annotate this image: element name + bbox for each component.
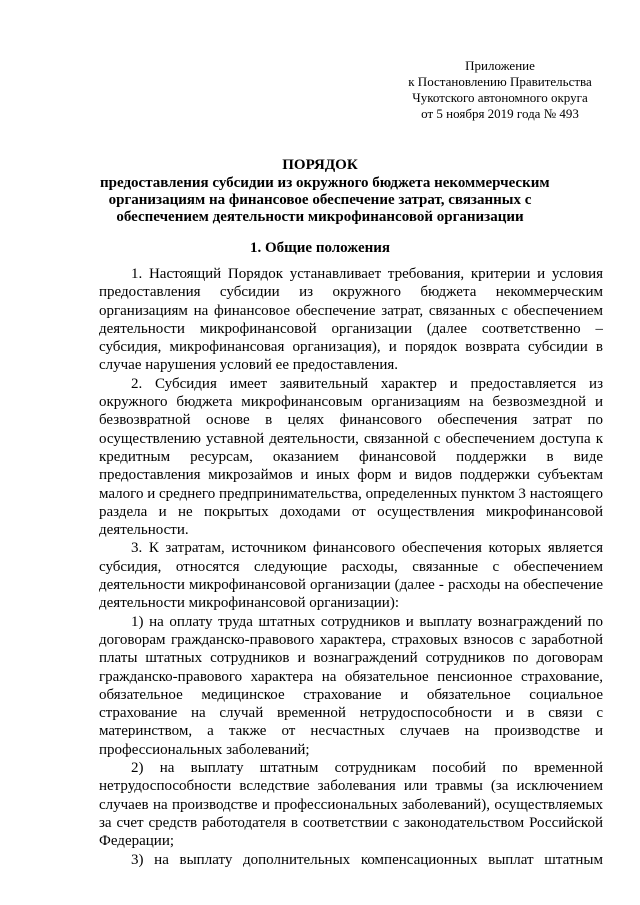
paragraph-line: 1) на оплату труда штатных сотрудников и выплату вознаграждений по	[131, 613, 603, 630]
subtitle-line: обеспечением деятельности микрофинансовой организации	[116, 209, 524, 225]
paragraph-line: 2) на выплату штатным сотрудникам пособий по временной	[131, 760, 603, 777]
subtitle-line: организациям на финансовое обеспечение затрат, связанных с	[108, 192, 532, 208]
paragraph-line: нетрудоспособности вследствие заболевания или травмы (за исключением	[99, 778, 603, 795]
paragraph-line: деятельности.	[99, 522, 189, 539]
paragraph-line: 3. К затратам, источником финансового обеспечения которых является	[131, 540, 603, 557]
paragraph	[99, 851, 603, 869]
subtitle-line: предоставления субсидии из окружного бюджета некоммерческим	[100, 175, 550, 191]
paragraph-line: субсидия, микрофинансовая организация), и порядок возврата субсидии в	[99, 339, 603, 356]
paragraph-line: деятельности микрофинансовой организации):	[99, 595, 399, 612]
paragraph-line: 1. Настоящий Порядок устанавливает требования, критерии и условия	[131, 266, 603, 282]
paragraph-line: деятельности микрофинансовой организации (далее соответственно –	[99, 320, 603, 337]
paragraph-line: организациям на финансовое обеспечение затрат, связанных с обеспечением	[99, 302, 603, 319]
paragraph-line: случае нарушения условий ее предоставления.	[99, 357, 399, 374]
paragraph	[99, 539, 603, 612]
appendix-line: Чукотского автономного округа	[412, 90, 588, 105]
appendix-line: Приложение	[465, 58, 535, 73]
paragraph-line: обязательное медицинское страхование и обязательное социальное	[99, 686, 603, 703]
paragraph-line: окружного бюджета микрофинансовым организациям на безвозмездной и	[99, 394, 603, 411]
paragraph-line: за счет средств работодателя в соответствии с законодательством Российской	[99, 814, 603, 831]
paragraph-line: деятельности микрофинансовой организации (далее - расходы на обеспечение	[99, 577, 603, 594]
paragraph-line: предоставления микрозаймов и иных форм и видов поддержки субъектам	[99, 467, 603, 484]
document-subtitle	[100, 175, 550, 226]
paragraph-line: малого и среднего предпринимательства, определенных пунктом 3 настоящего	[99, 485, 603, 502]
appendix-line: к Постановлению Правительства	[408, 74, 592, 89]
paragraph	[99, 759, 603, 850]
document-body	[99, 265, 603, 869]
paragraph-line: страхование на случай временной нетрудоспособности и в связи с	[99, 705, 603, 722]
paragraph-line: договорам гражданско-правового характера, страховых взносов с заработной	[99, 631, 603, 648]
section-heading: 1. Общие положения	[249, 240, 391, 256]
paragraph	[99, 613, 603, 759]
paragraph-line: субсидия, относятся следующие расходы, связанные с обеспечением	[99, 558, 603, 575]
paragraph-line: материнством, а также от несчастных случаев на производстве и	[99, 723, 603, 740]
paragraph-line: случаев на производстве и профессиональных заболеваний), осуществляемых	[99, 796, 603, 813]
paragraph-line: профессиональных заболеваний;	[99, 741, 310, 758]
paragraph-line: осуществлению уставной деятельности, связанной с обеспечением доступа к	[99, 430, 603, 447]
paragraph-line: предоставления субсидии из окружного бюджета некоммерческим	[99, 284, 603, 301]
paragraph-line: Федерации;	[99, 833, 175, 850]
appendix-line: от 5 ноября 2019 года № 493	[421, 106, 579, 121]
paragraph-line: безвозвратной основе в целях финансового обеспечения затрат по	[99, 412, 603, 429]
paragraph	[99, 375, 603, 540]
paragraph-line: гражданско-правового характера на обязательное пенсионное страхование,	[99, 668, 603, 685]
paragraph-line: 3) на выплату дополнительных компенсационных выплат штатным	[131, 851, 603, 868]
paragraph-line: раздела и не покрытых доходами от осуществления микрофинансовой	[99, 503, 603, 520]
appendix-note	[390, 58, 610, 122]
paragraph-line: 2. Субсидия имеет заявительный характер и предоставляется из	[131, 375, 603, 392]
paragraph-line: платы штатных сотрудников и вознаграждений сотрудников по договорам	[99, 650, 603, 667]
paragraph	[99, 265, 603, 375]
document-title: ПОРЯДОК	[282, 157, 358, 173]
paragraph-line: кредитным ресурсам, оказанием финансовой поддержки в виде	[99, 448, 603, 465]
